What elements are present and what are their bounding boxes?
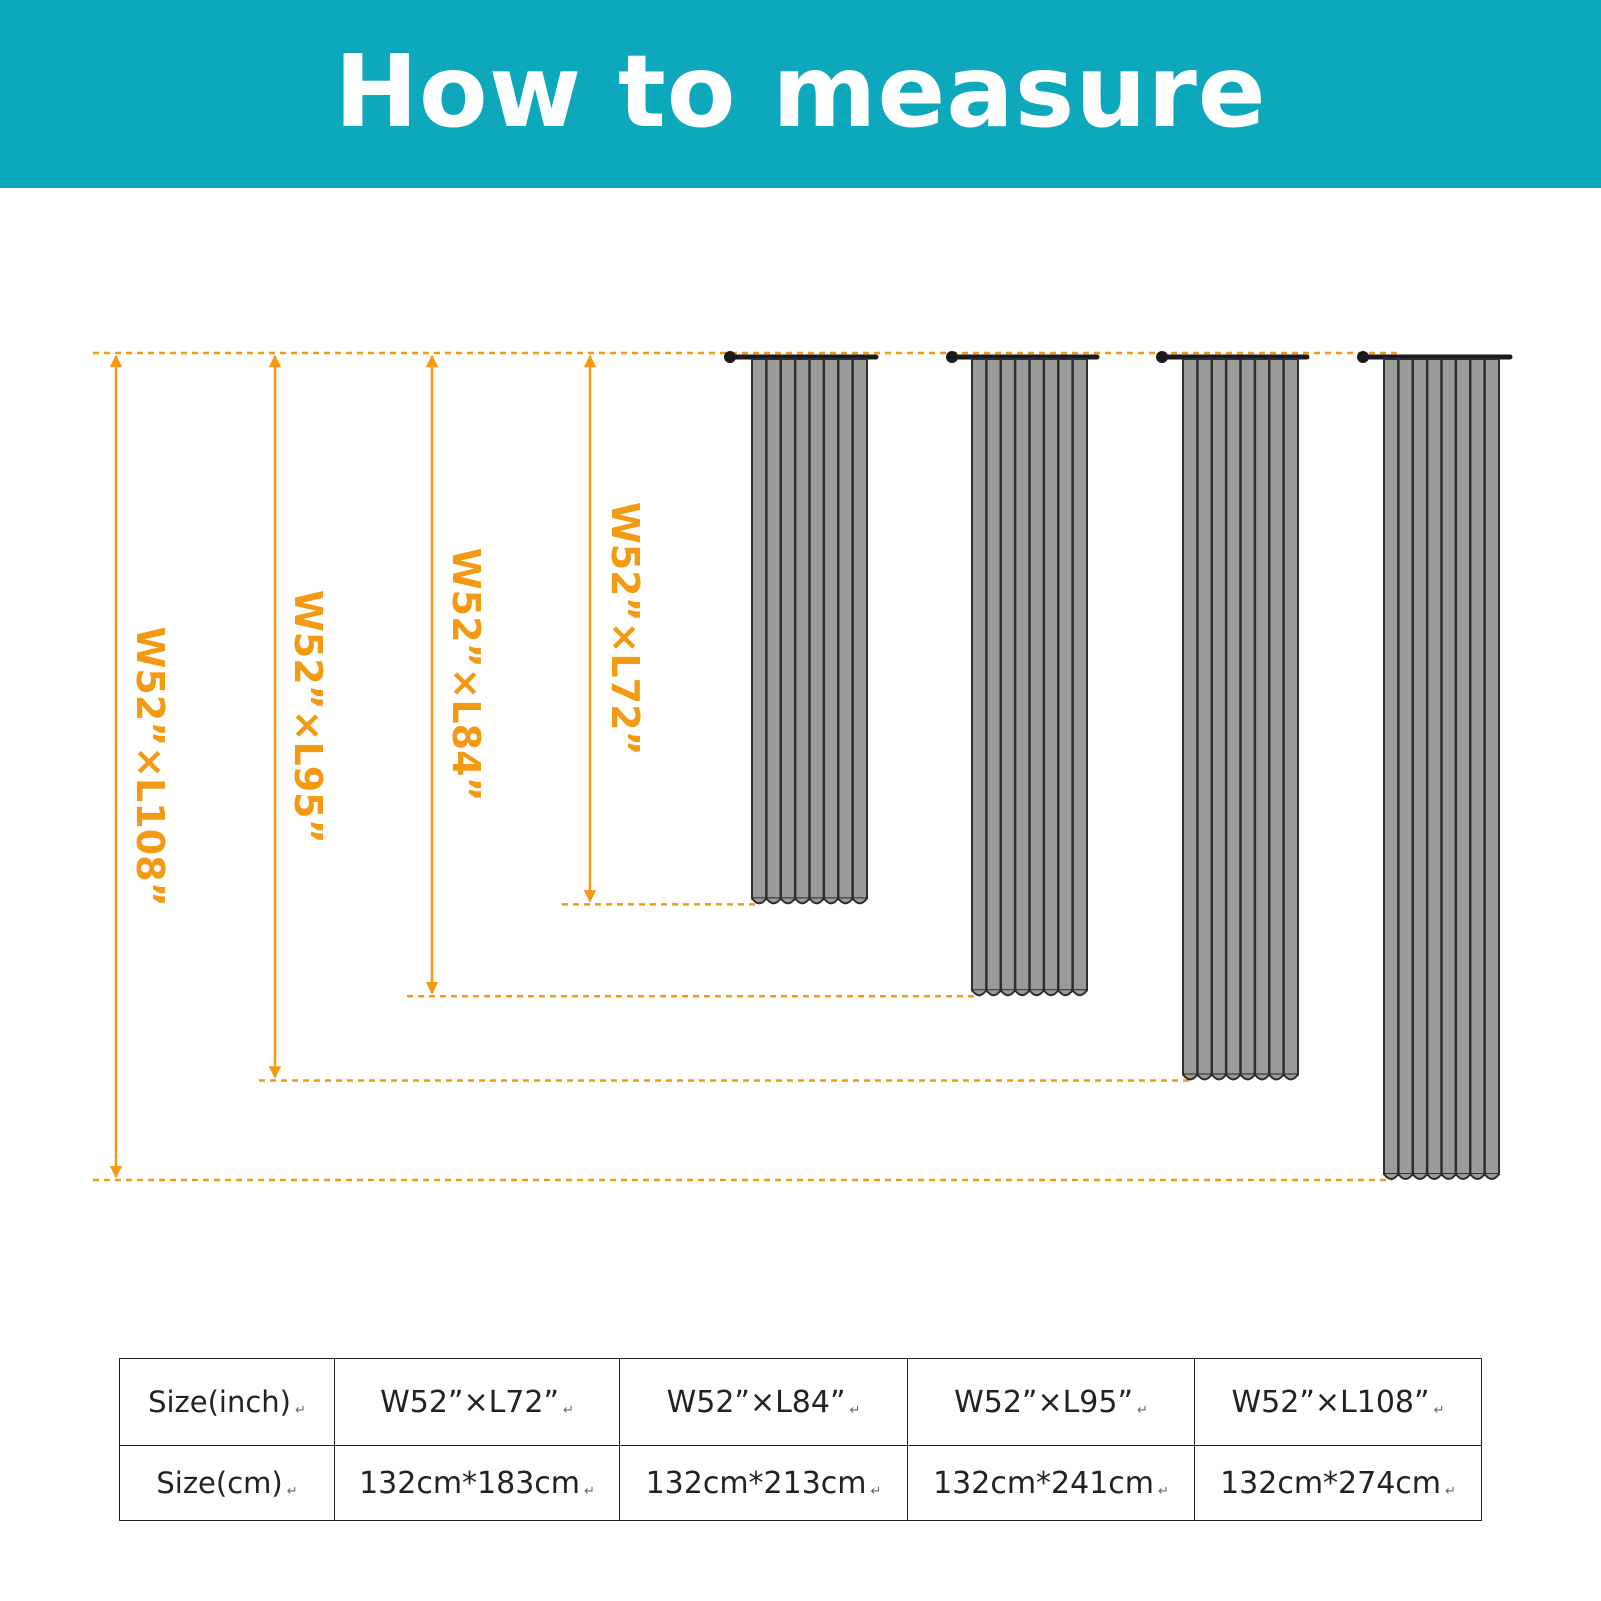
rod-finial-icon <box>1357 351 1369 363</box>
cell-text: 132cm*241cm <box>933 1465 1155 1501</box>
table-cell <box>620 1446 908 1521</box>
return-mark-icon: ↵ <box>1433 1402 1445 1418</box>
curtain-hem <box>972 990 1087 995</box>
cell-text: 132cm*274cm <box>1220 1465 1442 1501</box>
length-label: W52”×L72” <box>603 501 647 756</box>
title-banner <box>0 0 1601 188</box>
table-cell <box>908 1446 1195 1521</box>
length-label: W52”×L84” <box>444 547 488 802</box>
rod-finial-icon <box>724 351 736 363</box>
return-mark-icon: ↵ <box>286 1484 298 1499</box>
cell-text: W52”×L108” <box>1231 1384 1430 1420</box>
table-header-cell <box>120 1359 335 1446</box>
cell-text: W52”×L84” <box>666 1384 846 1420</box>
table-cell <box>908 1359 1195 1446</box>
table-row-cm <box>120 1446 1482 1521</box>
return-mark-icon: ↵ <box>870 1483 882 1499</box>
curtain-hem <box>1183 1074 1298 1079</box>
return-mark-icon: ↵ <box>563 1402 574 1418</box>
curtain-panel <box>1183 359 1298 1074</box>
length-label: W52”×L95” <box>286 589 330 844</box>
table-cell <box>620 1359 908 1446</box>
return-mark-icon: ↵ <box>295 1403 306 1418</box>
rod-finial-icon <box>1156 351 1168 363</box>
table-cell <box>1195 1446 1482 1521</box>
curtain-panel <box>1384 359 1499 1174</box>
return-mark-icon: ↵ <box>1158 1483 1169 1499</box>
cell-text: 132cm*183cm <box>359 1465 581 1501</box>
curtain-panel <box>752 359 867 898</box>
return-mark-icon: ↵ <box>584 1483 595 1499</box>
size-cm-label: Size(cm) <box>156 1466 283 1500</box>
cell-text: 132cm*213cm <box>645 1465 867 1501</box>
size-inch-label: Size(inch) <box>148 1385 291 1419</box>
curtain-hem <box>1384 1174 1499 1179</box>
length-label: W52”×L108” <box>128 626 172 907</box>
size-table <box>119 1358 1482 1521</box>
table-header-cell <box>120 1446 335 1521</box>
curtain-illustrations <box>724 351 1510 1179</box>
table-cell <box>1195 1359 1482 1446</box>
return-mark-icon: ↵ <box>849 1402 861 1418</box>
curtain-hem <box>752 898 867 903</box>
table-row-inch <box>120 1359 1482 1446</box>
curtain-panel <box>972 359 1087 990</box>
measurement-guides <box>93 353 1400 1180</box>
cell-text: W52”×L95” <box>954 1384 1134 1420</box>
return-mark-icon: ↵ <box>1137 1402 1148 1418</box>
cell-text: W52”×L72” <box>380 1384 560 1420</box>
return-mark-icon: ↵ <box>1445 1483 1456 1499</box>
table-cell <box>335 1446 620 1521</box>
table-cell <box>335 1359 620 1446</box>
rod-finial-icon <box>946 351 958 363</box>
page-title: How to measure <box>334 32 1267 150</box>
